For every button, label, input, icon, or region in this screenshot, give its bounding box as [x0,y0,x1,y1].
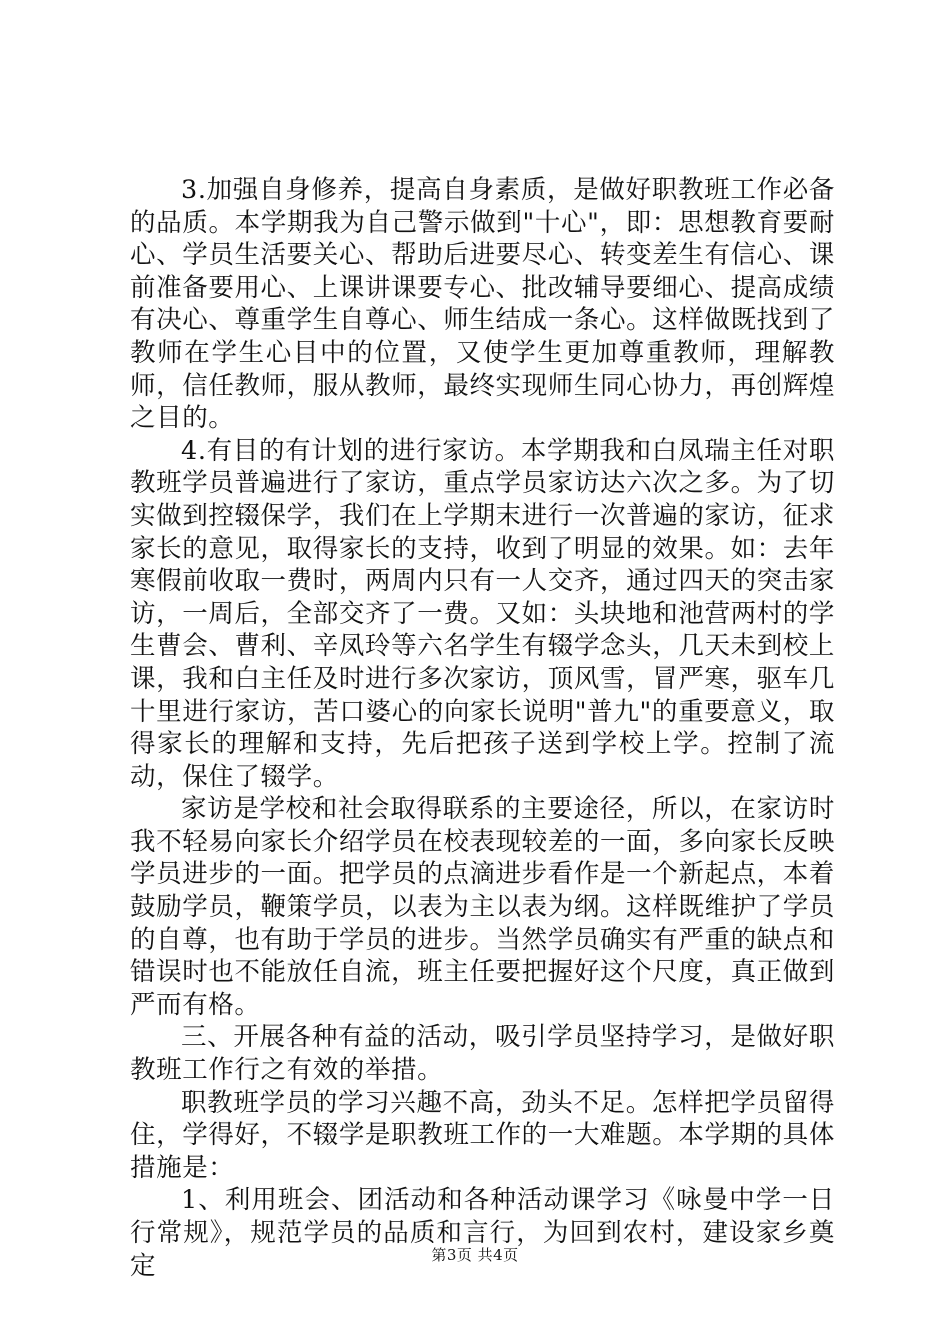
paragraph-home-visit: 家访是学校和社会取得联系的主要途径，所以，在家访时我不轻易向家长介绍学员在校表现较差的一面，多向家长反映学员进步的一面。把学员的点滴进步看作是一个新起点，本着鼓励学员，鞭策学员，以表为主以表为纲。这样既维护了学员的自尊，也有助于学员的进步。当然学员确实有严重的缺点和错误时也不能放任自流，班主任要把握好这个尺度，真正做到严而有格。 [130,794,835,1020]
paragraph-measure-1: 1、利用班会、团活动和各种活动课学习《咏曼中学一日行常规》，规范学员的品质和言行，为回到农村，建设家乡奠定 [130,1185,835,1281]
section-heading-three: 三、开展各种有益的活动，吸引学员坚持学习，是做好职教班工作行之有效的举措。 [130,1022,835,1086]
paragraph-item-4: 4.有目的有计划的进行家访。本学期我和白凤瑞主任对职教班学员普遍进行了家访，重点学员家访达六次之多。为了切实做到控辍保学，我们在上学期末进行一次普遍的家访，征求家长的意见，取得家长的支持，收到了明显的效果。如：去年寒假前收取一费时，两周内只有一人交齐，通过四天的突击家访，一周后，全部交齐了一费。又如：头块地和池营两村的学生曹会、曹利、辛凤玲等六名学生有辍学念头，几天未到校上课，我和白主任及时进行多次家访，顶风雪，冒严寒，驱车几十里进行家访，苦口婆心的向家长说明"普九"的重要意义，取得家长的理解和支持，先后把孩子送到学校上学。控制了流动，保住了辍学。 [130,435,835,792]
paragraph-measures-intro: 职教班学员的学习兴趣不高，劲头不足。怎样把学员留得住，学得好，不辍学是职教班工作的一大难题。本学期的具体措施是： [130,1087,835,1183]
document-body [130,174,835,1282]
page-footer: 第3页 共4页 [431,1246,519,1264]
paragraph-item-3: 3.加强自身修养，提高自身素质，是做好职教班工作必备的品质。本学期我为自己警示做到"十心"，即：思想教育要耐心、学员生活要关心、帮助后进要尽心、转变差生有信心、课前准备要用心、上课讲课要专心、批改辅导要细心、提高成绩有决心、尊重学生自尊心、师生结成一条心。这样做既找到了教师在学生心目中的位置，又使学生更加尊重教师，理解教师，信任教师，服从教师，最终实现师生同心协力，再创辉煌之目的。 [130,175,835,434]
